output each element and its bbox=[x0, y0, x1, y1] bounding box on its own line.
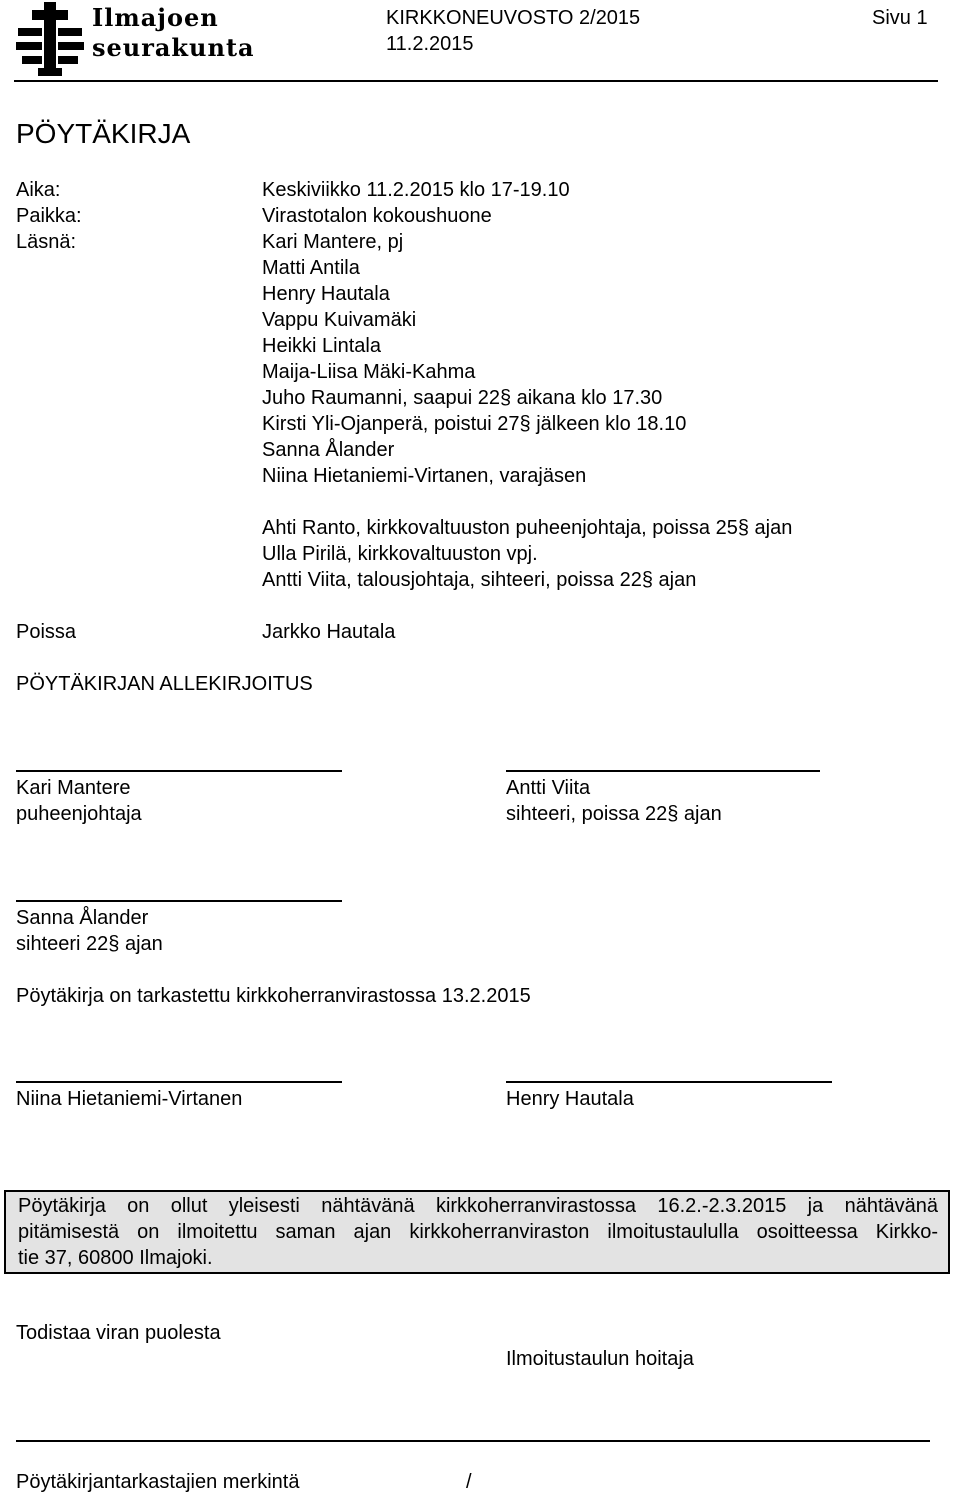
notice-line: Pöytäkirja on ollut yleisesti nähtävänä kirkkoherranvirastossa 16.2.-2.3.2015 ja nähtävänä bbox=[18, 1195, 938, 1217]
signature-line bbox=[16, 900, 342, 902]
checker-name: Henry Hautala bbox=[506, 1088, 634, 1110]
page-number: Sivu 1 bbox=[872, 7, 928, 29]
paikka-value: Virastotalon kokoushuone bbox=[262, 205, 492, 227]
present-member: Heikki Lintala bbox=[262, 335, 381, 357]
logo-name-line1: Ilmajoen bbox=[92, 3, 219, 32]
notice-line: tie 37, 60800 Ilmajoki. bbox=[18, 1247, 213, 1269]
paikka-label: Paikka: bbox=[16, 205, 82, 227]
aika-value: Keskiviikko 11.2.2015 klo 17-19.10 bbox=[262, 179, 570, 201]
signature-line bbox=[16, 1081, 342, 1083]
signer-role: sihteeri 22§ ajan bbox=[16, 933, 163, 955]
present-member: Sanna Ålander bbox=[262, 439, 395, 461]
other-attendee: Antti Viita, talousjohtaja, sihteeri, poissa 22§ ajan bbox=[262, 569, 697, 591]
signer-name: Sanna Ålander bbox=[16, 907, 149, 929]
signer-name: Kari Mantere bbox=[16, 777, 131, 799]
present-member: Niina Hietaniemi-Virtanen, varajäsen bbox=[262, 465, 587, 487]
poissa-label: Poissa bbox=[16, 621, 77, 643]
noticeboard-keeper-label: Ilmoitustaulun hoitaja bbox=[506, 1348, 694, 1370]
checkers-note-label: Pöytäkirjantarkastajien merkintä bbox=[16, 1471, 300, 1493]
poissa-value: Jarkko Hautala bbox=[262, 621, 396, 643]
present-member: Juho Raumanni, saapui 22§ aikana klo 17.30 bbox=[262, 387, 663, 409]
header-divider bbox=[14, 80, 938, 82]
signature-line bbox=[506, 1081, 832, 1083]
present-member: Kirsti Yli-Ojanperä, poistui 27§ jälkeen klo 18.10 bbox=[262, 413, 687, 435]
lasna-label: Läsnä: bbox=[16, 231, 77, 253]
notice-line: pitämisestä on ilmoitettu saman ajan kirkkoherranviraston ilmoitustaululla osoitteessa Kirkko- bbox=[18, 1221, 938, 1243]
logo-name-line2: seurakunta bbox=[92, 33, 255, 62]
signature-line bbox=[16, 1440, 930, 1442]
certification-label: Todistaa viran puolesta bbox=[16, 1322, 221, 1344]
present-member: Maija-Liisa Mäki-Kahma bbox=[262, 361, 476, 383]
present-member: Henry Hautala bbox=[262, 283, 390, 305]
parish-logo bbox=[14, 2, 255, 78]
document-title: PÖYTÄKIRJA bbox=[16, 118, 191, 149]
signer-role: puheenjohtaja bbox=[16, 803, 142, 825]
present-member: Vappu Kuivamäki bbox=[262, 309, 417, 331]
checked-statement: Pöytäkirja on tarkastettu kirkkoherranvirastossa 13.2.2015 bbox=[16, 985, 531, 1007]
present-member: Kari Mantere, pj bbox=[262, 231, 404, 253]
cross-logo-icon bbox=[14, 2, 86, 78]
signature-line bbox=[16, 770, 342, 772]
other-attendee: Ulla Pirilä, kirkkovaltuuston vpj. bbox=[262, 543, 538, 565]
slash-separator: / bbox=[466, 1471, 472, 1493]
signer-name: Antti Viita bbox=[506, 777, 591, 799]
signer-role: sihteeri, poissa 22§ ajan bbox=[506, 803, 722, 825]
checker-name: Niina Hietaniemi-Virtanen bbox=[16, 1088, 243, 1110]
signature-heading: PÖYTÄKIRJAN ALLEKIRJOITUS bbox=[16, 673, 313, 695]
public-notice-box bbox=[4, 1190, 950, 1274]
present-member: Matti Antila bbox=[262, 257, 360, 279]
aika-label: Aika: bbox=[16, 179, 61, 201]
signature-line bbox=[506, 770, 820, 772]
other-attendee: Ahti Ranto, kirkkovaltuuston puheenjohtaja, poissa 25§ ajan bbox=[262, 517, 793, 539]
meeting-title: KIRKKONEUVOSTO 2/2015 bbox=[386, 7, 641, 29]
meeting-date: 11.2.2015 bbox=[386, 33, 474, 55]
